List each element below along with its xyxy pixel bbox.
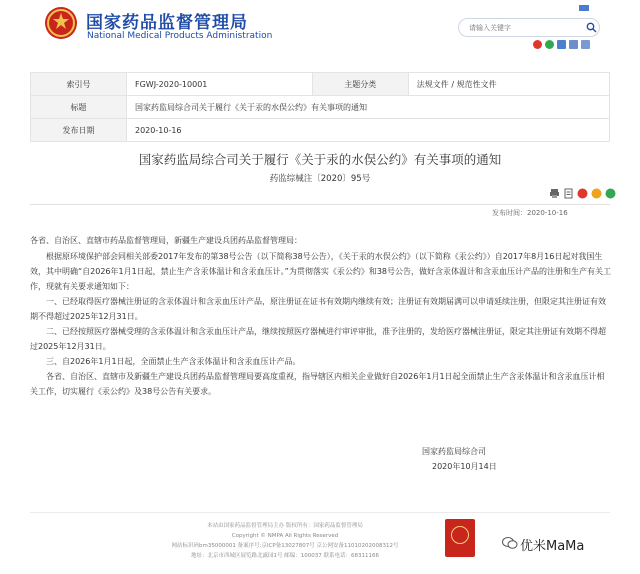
document-body [30,233,612,399]
weibo-share-icon[interactable] [577,188,588,199]
paragraph: 一、已经取得医疗器械注册证的含汞体温计和含汞血压计产品，原注册证在证书有效期内继续有效；注册证有效期届满可以申请延续注册，但限定其注册证有效期不得超过2025年12月31日。 [30,297,606,321]
font-size-icon[interactable] [563,188,574,199]
site-footer [160,521,410,561]
signature-org: 国家药监局综合司 [422,447,486,456]
document-tools [549,188,616,199]
meta-row [31,73,610,96]
title-label: 标题 [31,96,127,119]
site-name-en[interactable]: National Medical Products Administration [87,31,273,41]
index-value: FGWJ-2020-10001 [127,73,313,96]
date-value: 2020-10-16 [127,119,610,142]
gov-site-badge-icon[interactable] [445,519,475,557]
publish-date-label: 发布时间： [492,209,527,217]
publish-date [492,208,568,218]
footer-line: 本站由国家药品监督管理局主办 版权所有：国家药品监督管理局 [207,523,363,529]
meta-row [31,119,610,142]
site-header [0,0,640,54]
search-box[interactable] [458,18,600,37]
wechat-share-icon[interactable] [605,188,616,199]
footer-line[interactable]: 网站标识码bm35000001 备案序号:京ICP备13027807号 京公网安备11010202008312号 [171,543,399,549]
divider [30,204,610,205]
watermark-text: 优米MaMa [520,539,585,554]
salutation: 各省、自治区、直辖市药品监督管理局，新疆生产建设兵团药品监督管理局： [30,236,302,245]
title-value: 国家药监局综合司关于履行《关于汞的水俣公约》有关事项的通知 [127,96,610,119]
category-value: 法规文件 / 规范性文件 [408,73,609,96]
app-icon[interactable] [569,40,578,49]
document-title: 国家药监局综合司关于履行《关于汞的水俣公约》有关事项的通知 [138,152,502,167]
publish-date-value: 2020-10-16 [527,209,568,217]
signature-date: 2020年10月14日 [432,462,497,471]
print-icon[interactable] [549,188,560,199]
paragraph: 三、自2026年1月1日起，全面禁止生产含汞体温计和含汞血压计产品。 [46,357,301,366]
accessibility-icon[interactable] [581,40,590,49]
language-flag-icon[interactable] [579,5,589,11]
mobile-icon[interactable] [557,40,566,49]
index-label: 索引号 [31,73,127,96]
qzone-share-icon[interactable] [591,188,602,199]
paragraph: 二、已经按照医疗器械受理的含汞体温计和含汞血压计产品，继续按照医疗器械进行审评审批，准予注册的，发给医疗器械注册证，限定其注册证有效期不得超过2025年12月31日。 [30,327,606,351]
paragraph: 根据原环境保护部会同相关部委2017年发布的第38号公告（以下简称38号公告），《关于汞的水俣公约》（以下简称《汞公约》）自2017年8月16日起对我国生效，其中明确“自2026年1月1日起，禁止生产含汞体温计和含汞血压计。”为贯彻落实《汞公约》和38号公告，做好含汞体温计和含汞血压计产品的注册和生产有关工作，现就有关要求通知如下： [30,252,612,291]
social-share-bar [533,40,590,49]
footer-line: 地址：北京市西城区展览路北露园1号 邮编：100037 联系电话：68311166 [191,553,379,559]
document-meta-table [30,72,610,142]
search-input[interactable] [469,21,579,35]
meta-row [31,96,610,119]
national-emblem-icon [44,6,78,40]
paragraph: 各省、自治区、直辖市及新疆生产建设兵团药品监督管理局要高度重视，指导辖区内相关企业做好自2026年1月1日起全面禁止生产含汞体温计和含汞血压计相关工作，切实履行《汞公约》及38号公告有关要求。 [30,372,605,396]
footer-divider [30,512,610,513]
search-icon[interactable] [586,22,597,33]
wechat-watermark-icon [502,536,518,550]
wechat-icon[interactable] [545,40,554,49]
weibo-icon[interactable] [533,40,542,49]
date-label: 发布日期 [31,119,127,142]
document-number: 药监综械注〔2020〕95号 [269,174,371,184]
footer-line: Copyright © NMPA All Rights Reserved [231,533,339,539]
category-label: 主题分类 [312,73,408,96]
site-name-cn[interactable]: 国家药品监督管理局 [86,13,248,33]
